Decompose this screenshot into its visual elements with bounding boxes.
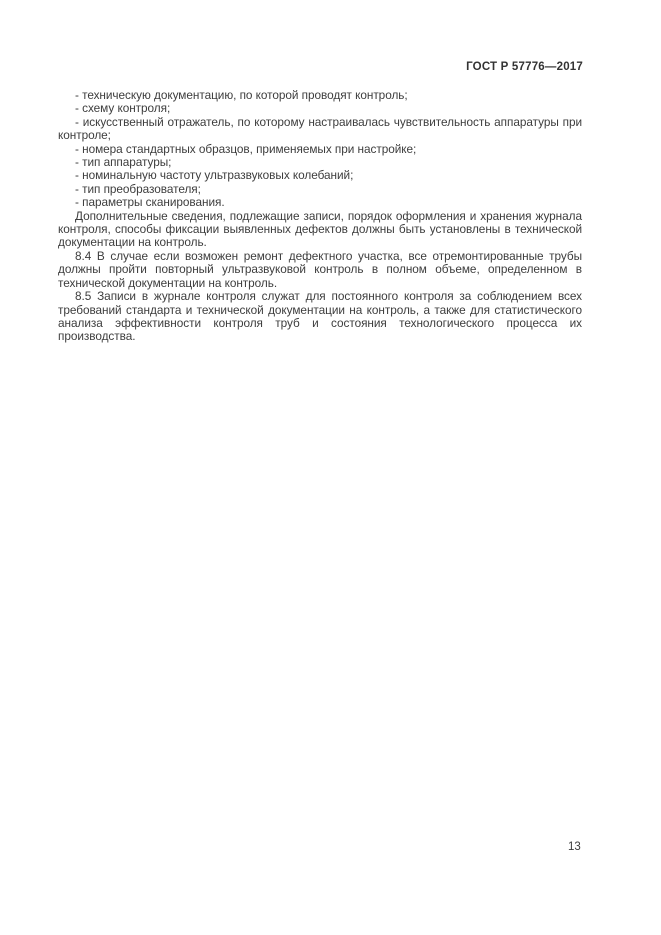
list-item: - искусственный отражатель, по которому настраивалась чувствительность аппаратуры при контроле; — [58, 114, 582, 143]
paragraph: Дополнительные сведения, подлежащие записи, порядок оформления и хранения журнала контроля, способы фиксации выявленных дефектов должны быть установлены в технической документации на контроль. — [58, 208, 582, 250]
list-item: - техническую документацию, по которой проводят контроль; — [75, 88, 408, 102]
paragraph-clause-8-4: 8.4 В случае если возможен ремонт дефектного участка, все отремонтированные трубы должны пройти повторный ультразвуковой контроль в полном объеме, определенном в технической документации на контроль. — [58, 248, 582, 290]
page-number: 13 — [568, 841, 581, 853]
list-item: - схему контроля; — [75, 101, 171, 116]
list-item: - тип преобразователя; — [75, 181, 201, 196]
list-item: - тип аппаратуры; — [75, 155, 172, 170]
paragraph-clause-8-5: 8.5 Записи в журнале контроля служат для постоянного контроля за соблюдением всех требований стандарта и технической документации на контроль, а также для статистического анализа эффективности контроля труб и состояния технологического процесса их производства. — [58, 289, 582, 344]
document-body — [58, 89, 582, 344]
document-header-standard-number: ГОСТ Р 57776—2017 — [466, 61, 583, 73]
list-item: - параметры сканирования. — [75, 195, 225, 210]
list-item: - номинальную частоту ультразвуковых колебаний; — [75, 168, 354, 183]
list-item: - номера стандартных образцов, применяемых при настройке; — [75, 141, 417, 156]
